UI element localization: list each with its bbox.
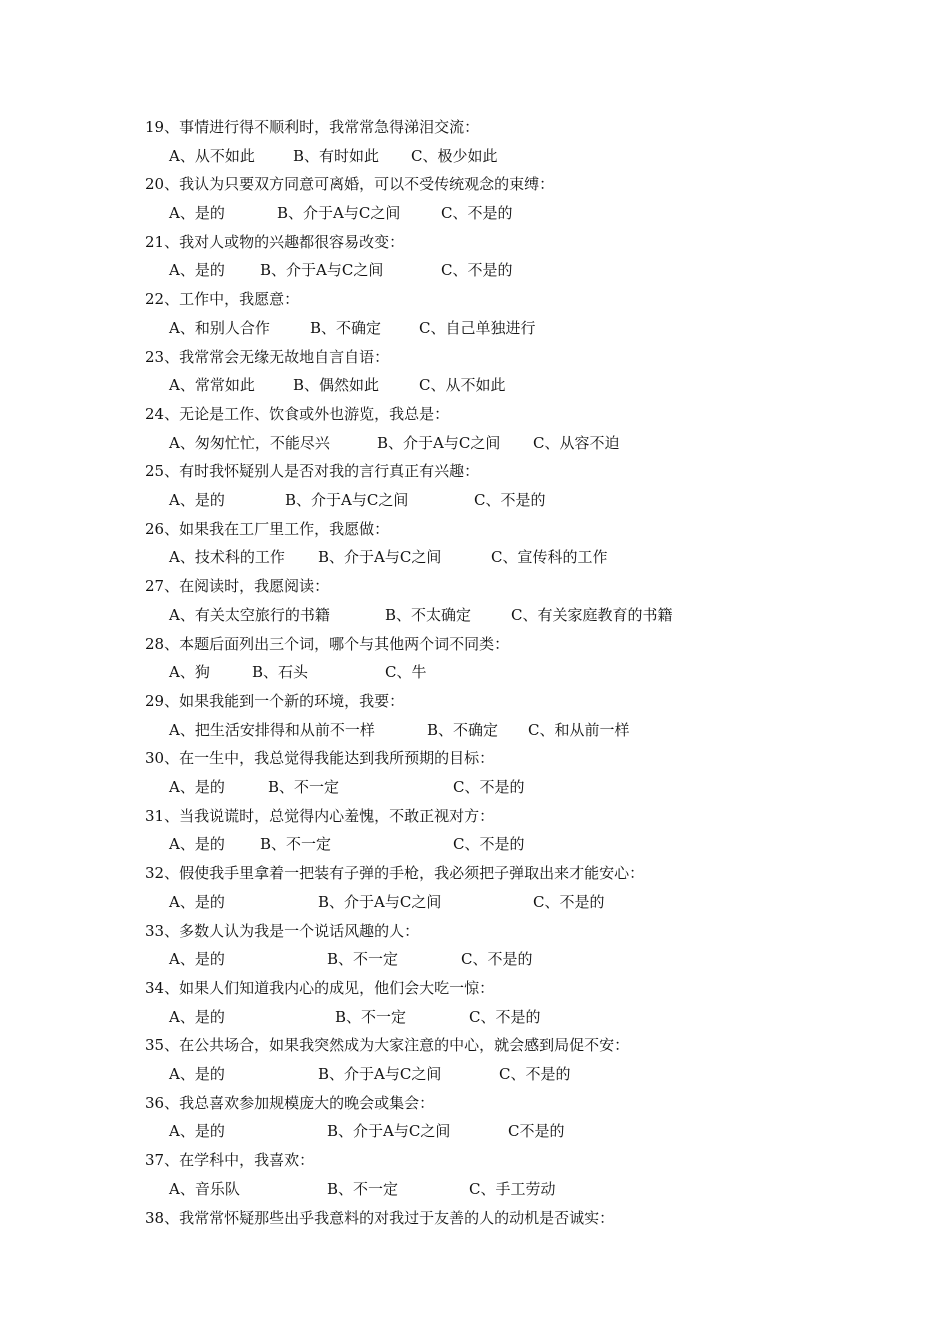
option-a: A、从不如此 xyxy=(169,146,255,165)
question-19 xyxy=(145,117,885,174)
option-c: C、不是的 xyxy=(441,204,513,223)
question-30 xyxy=(145,748,885,805)
option-a: A、把生活安排得和从前不一样 xyxy=(169,720,375,739)
question-37 xyxy=(145,1150,885,1207)
question-24 xyxy=(145,404,885,461)
option-a: A、是的 xyxy=(169,491,225,510)
option-a: A、是的 xyxy=(169,261,225,280)
question-text: 28、本题后面列出三个词，哪个与其他两个词不同类： xyxy=(145,634,510,653)
option-b: B、不确定 xyxy=(310,318,382,337)
question-22 xyxy=(145,289,885,346)
option-a: A、是的 xyxy=(169,1122,225,1141)
option-b: B、介于A与C之间 xyxy=(318,892,442,911)
option-c: C、自己单独进行 xyxy=(419,318,536,337)
option-c: C、不是的 xyxy=(453,835,525,854)
option-a: A、是的 xyxy=(169,950,225,969)
option-c: C、不是的 xyxy=(499,1065,571,1084)
option-c: C、手工劳动 xyxy=(469,1179,556,1198)
option-b: B、介于A与C之间 xyxy=(318,548,442,567)
question-text: 23、我常常会无缘无故地自言自语： xyxy=(145,347,390,366)
option-c: C、不是的 xyxy=(453,778,525,797)
question-text: 35、在公共场合，如果我突然成为大家注意的中心，就会感到局促不安： xyxy=(145,1036,630,1055)
option-b: B、石头 xyxy=(252,663,309,682)
option-c: C不是的 xyxy=(508,1122,565,1141)
option-b: B、介于A与C之间 xyxy=(318,1065,442,1084)
option-c: C、有关家庭教育的书籍 xyxy=(511,605,673,624)
option-c: C、不是的 xyxy=(469,1007,541,1026)
question-36 xyxy=(145,1093,885,1150)
option-a: A、是的 xyxy=(169,778,225,797)
option-a: A、常常如此 xyxy=(169,376,255,395)
option-c: C、从容不迫 xyxy=(533,433,620,452)
option-b: B、不一定 xyxy=(260,835,332,854)
option-a: A、匆匆忙忙，不能尽兴 xyxy=(169,433,330,452)
question-text: 19、事情进行得不顺利时，我常常急得涕泪交流： xyxy=(145,118,480,136)
option-c: C、不是的 xyxy=(533,892,605,911)
option-c: C、宣传科的工作 xyxy=(491,548,608,567)
option-a: A、是的 xyxy=(169,204,225,223)
option-b: B、不一定 xyxy=(335,1007,407,1026)
question-33 xyxy=(145,921,885,978)
question-35 xyxy=(145,1035,885,1092)
option-b: B、介于A与C之间 xyxy=(260,261,384,280)
question-text: 25、有时我怀疑别人是否对我的言行真正有兴趣： xyxy=(145,462,480,481)
option-a: A、技术科的工作 xyxy=(169,548,285,567)
question-text: 21、我对人或物的兴趣都很容易改变： xyxy=(145,232,405,251)
question-26 xyxy=(145,519,885,576)
option-a: A、和别人合作 xyxy=(169,318,270,337)
question-28 xyxy=(145,634,885,691)
question-text: 36、我总喜欢参加规模庞大的晚会或集会： xyxy=(145,1093,435,1112)
question-text: 31、当我说谎时，总觉得内心羞愧，不敢正视对方： xyxy=(145,806,495,825)
option-a: A、狗 xyxy=(169,663,210,682)
option-a: A、是的 xyxy=(169,835,225,854)
option-b: B、介于A与C之间 xyxy=(285,491,409,510)
question-text: 30、在一生中，我总觉得我能达到我所预期的目标： xyxy=(145,749,495,768)
question-text: 33、多数人认为我是一个说话风趣的人： xyxy=(145,921,420,940)
option-c: C、极少如此 xyxy=(411,146,498,165)
option-c: C、不是的 xyxy=(474,491,546,510)
option-a: A、有关太空旅行的书籍 xyxy=(169,605,330,624)
question-32 xyxy=(145,863,885,920)
option-b: B、有时如此 xyxy=(293,146,380,165)
option-a: A、是的 xyxy=(169,1065,225,1084)
question-text: 24、无论是工作、饮食或外也游览，我总是： xyxy=(145,405,450,423)
option-b: B、不一定 xyxy=(327,950,399,969)
option-b: B、不确定 xyxy=(427,720,499,739)
question-20 xyxy=(145,174,885,231)
question-text: 27、在阅读时，我愿阅读： xyxy=(145,577,330,596)
option-b: B、介于A与C之间 xyxy=(277,204,401,223)
option-b: B、不太确定 xyxy=(385,605,472,624)
question-text: 29、如果我能到一个新的环境，我要： xyxy=(145,692,405,710)
option-a: A、是的 xyxy=(169,892,225,911)
question-text: 26、如果我在工厂里工作，我愿做： xyxy=(145,519,390,538)
question-text: 20、我认为只要双方同意可离婚，可以不受传统观念的束缚： xyxy=(145,175,555,194)
question-38 xyxy=(145,1208,885,1265)
option-b: B、不一定 xyxy=(268,778,340,797)
option-c: C、从不如此 xyxy=(419,376,506,395)
question-29 xyxy=(145,691,885,748)
question-text: 37、在学科中，我喜欢： xyxy=(145,1151,315,1170)
question-31 xyxy=(145,806,885,863)
question-text: 22、工作中，我愿意： xyxy=(145,290,300,309)
question-text: 34、如果人们知道我内心的成见，他们会大吃一惊： xyxy=(145,979,495,997)
option-c: C、和从前一样 xyxy=(528,720,630,739)
question-25 xyxy=(145,461,885,518)
question-text: 32、假使我手里拿着一把装有子弹的手枪，我必须把子弹取出来才能安心： xyxy=(145,864,645,883)
option-c: C、不是的 xyxy=(441,261,513,280)
question-21 xyxy=(145,232,885,289)
option-b: B、介于A与C之间 xyxy=(327,1122,451,1141)
option-a: A、是的 xyxy=(169,1007,225,1026)
question-27 xyxy=(145,576,885,633)
question-23 xyxy=(145,347,885,404)
option-a: A、音乐队 xyxy=(169,1179,240,1198)
option-c: C、牛 xyxy=(385,663,427,682)
option-b: B、偶然如此 xyxy=(293,376,380,395)
question-34 xyxy=(145,978,885,1035)
option-b: B、不一定 xyxy=(327,1179,399,1198)
question-text: 38、我常常怀疑那些出乎我意料的对我过于友善的人的动机是否诚实： xyxy=(145,1208,615,1227)
option-b: B、介于A与C之间 xyxy=(377,433,501,452)
option-c: C、不是的 xyxy=(461,950,533,969)
